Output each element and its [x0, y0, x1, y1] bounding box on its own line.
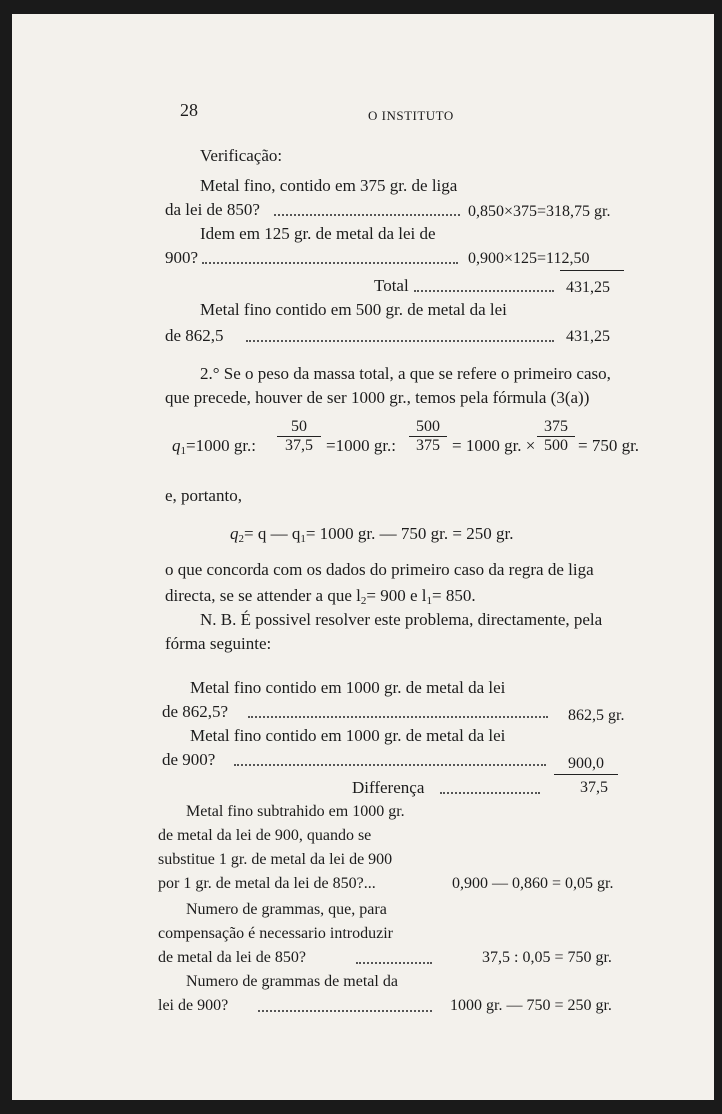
table-line: Numero de grammas, que, para: [186, 901, 387, 918]
leader-dots: [440, 788, 540, 794]
table-line: Numero de grammas de metal da: [186, 973, 398, 990]
verificacao-line: Idem em 125 gr. de metal da lei de: [200, 224, 436, 243]
table-line: de 900?: [162, 750, 216, 769]
verificacao-line: Metal fino contido em 500 gr. de metal da lei: [200, 300, 507, 319]
sum-rule: [554, 774, 618, 775]
equation-q2: $q_2= q$ — $q_1= 1000$ gr. — 750 gr. = 250 gr.: [230, 524, 514, 545]
table-line: compensação é necessario introduzir: [158, 925, 394, 942]
verificacao-line: da lei de 850?: [165, 200, 260, 219]
table-line: de metal da lei de 850?: [158, 949, 306, 966]
verificacao-value: 0,850×375=318,75 gr.: [468, 203, 611, 220]
table-line: Metal fino subtrahido em 1000 gr.: [186, 803, 405, 820]
paragraph-line: e, portanto,: [165, 486, 242, 505]
leader-dots: [246, 336, 554, 342]
verificacao-value: 0,900×125=112,50: [468, 250, 590, 267]
table-value: 862,5 gr.: [568, 707, 625, 724]
verificacao-title: Verificação:: [200, 146, 283, 165]
total-value: 431,25: [566, 279, 610, 296]
equation-part: = 1000 gr. ×: [452, 436, 536, 455]
leader-dots: [202, 258, 458, 264]
fraction: 375 500: [536, 418, 576, 455]
table-line: lei de 900?: [158, 997, 229, 1014]
leader-dots: [234, 760, 546, 766]
sum-rule: [560, 270, 624, 271]
paragraph-line: 2.° Se o peso da massa total, a que se refere o primeiro caso,: [200, 364, 611, 383]
book-page: [12, 14, 714, 1100]
running-title: O INSTITUTO: [368, 108, 454, 123]
paragraph-line: que precede, houver de ser 1000 gr., temos pela fórmula (3(a)): [165, 388, 590, 407]
equation-q1: $q_1=1000$ gr.:: [172, 436, 257, 457]
fraction: 50 37,5: [276, 418, 322, 455]
leader-dots: [414, 286, 554, 292]
total-label: Total: [374, 276, 409, 295]
leader-dots: [356, 958, 432, 964]
table-line: substitue 1 gr. de metal da lei de 900: [158, 851, 393, 868]
leader-dots: [258, 1006, 432, 1012]
difference-value: 37,5: [580, 779, 608, 796]
paragraph-line: directa, se se attender a que $l_2= 900$ e $l_1= 850$.: [165, 586, 476, 607]
table-value: 900,0: [568, 755, 604, 772]
table-line: por 1 gr. de metal da lei de 850?...: [158, 875, 376, 892]
equation-part: =1000 gr.:: [326, 436, 397, 455]
table-line: Metal fino contido em 1000 gr. de metal da lei: [190, 678, 506, 697]
verificacao-line: de 862,5: [165, 326, 224, 345]
paragraph-line: fórma seguinte:: [165, 634, 272, 653]
table-line: de metal da lei de 900, quando se: [158, 827, 372, 844]
verificacao-line: 900?: [165, 248, 199, 267]
paragraph-line: N. B. É possivel resolver este problema, directamente, pela: [200, 610, 603, 629]
table-value: 37,5 : 0,05 = 750 gr.: [482, 949, 612, 966]
paragraph-line: o que concorda com os dados do primeiro caso da regra de liga: [165, 560, 594, 579]
verificacao-value: 431,25: [566, 328, 610, 345]
table-value: 1000 gr. — 750 = 250 gr.: [450, 997, 612, 1014]
fraction: 500 375: [408, 418, 448, 455]
table-value: 0,900 — 0,860 = 0,05 gr.: [452, 875, 614, 892]
difference-label: Differença: [352, 778, 425, 797]
table-line: Metal fino contido em 1000 gr. de metal da lei: [190, 726, 506, 745]
table-line: de 862,5?: [162, 702, 229, 721]
leader-dots: [274, 210, 460, 216]
leader-dots: [248, 712, 548, 718]
page-number: 28: [180, 100, 198, 120]
equation-part: = 750 gr.: [578, 436, 640, 455]
verificacao-line: Metal fino, contido em 375 gr. de liga: [200, 176, 458, 195]
